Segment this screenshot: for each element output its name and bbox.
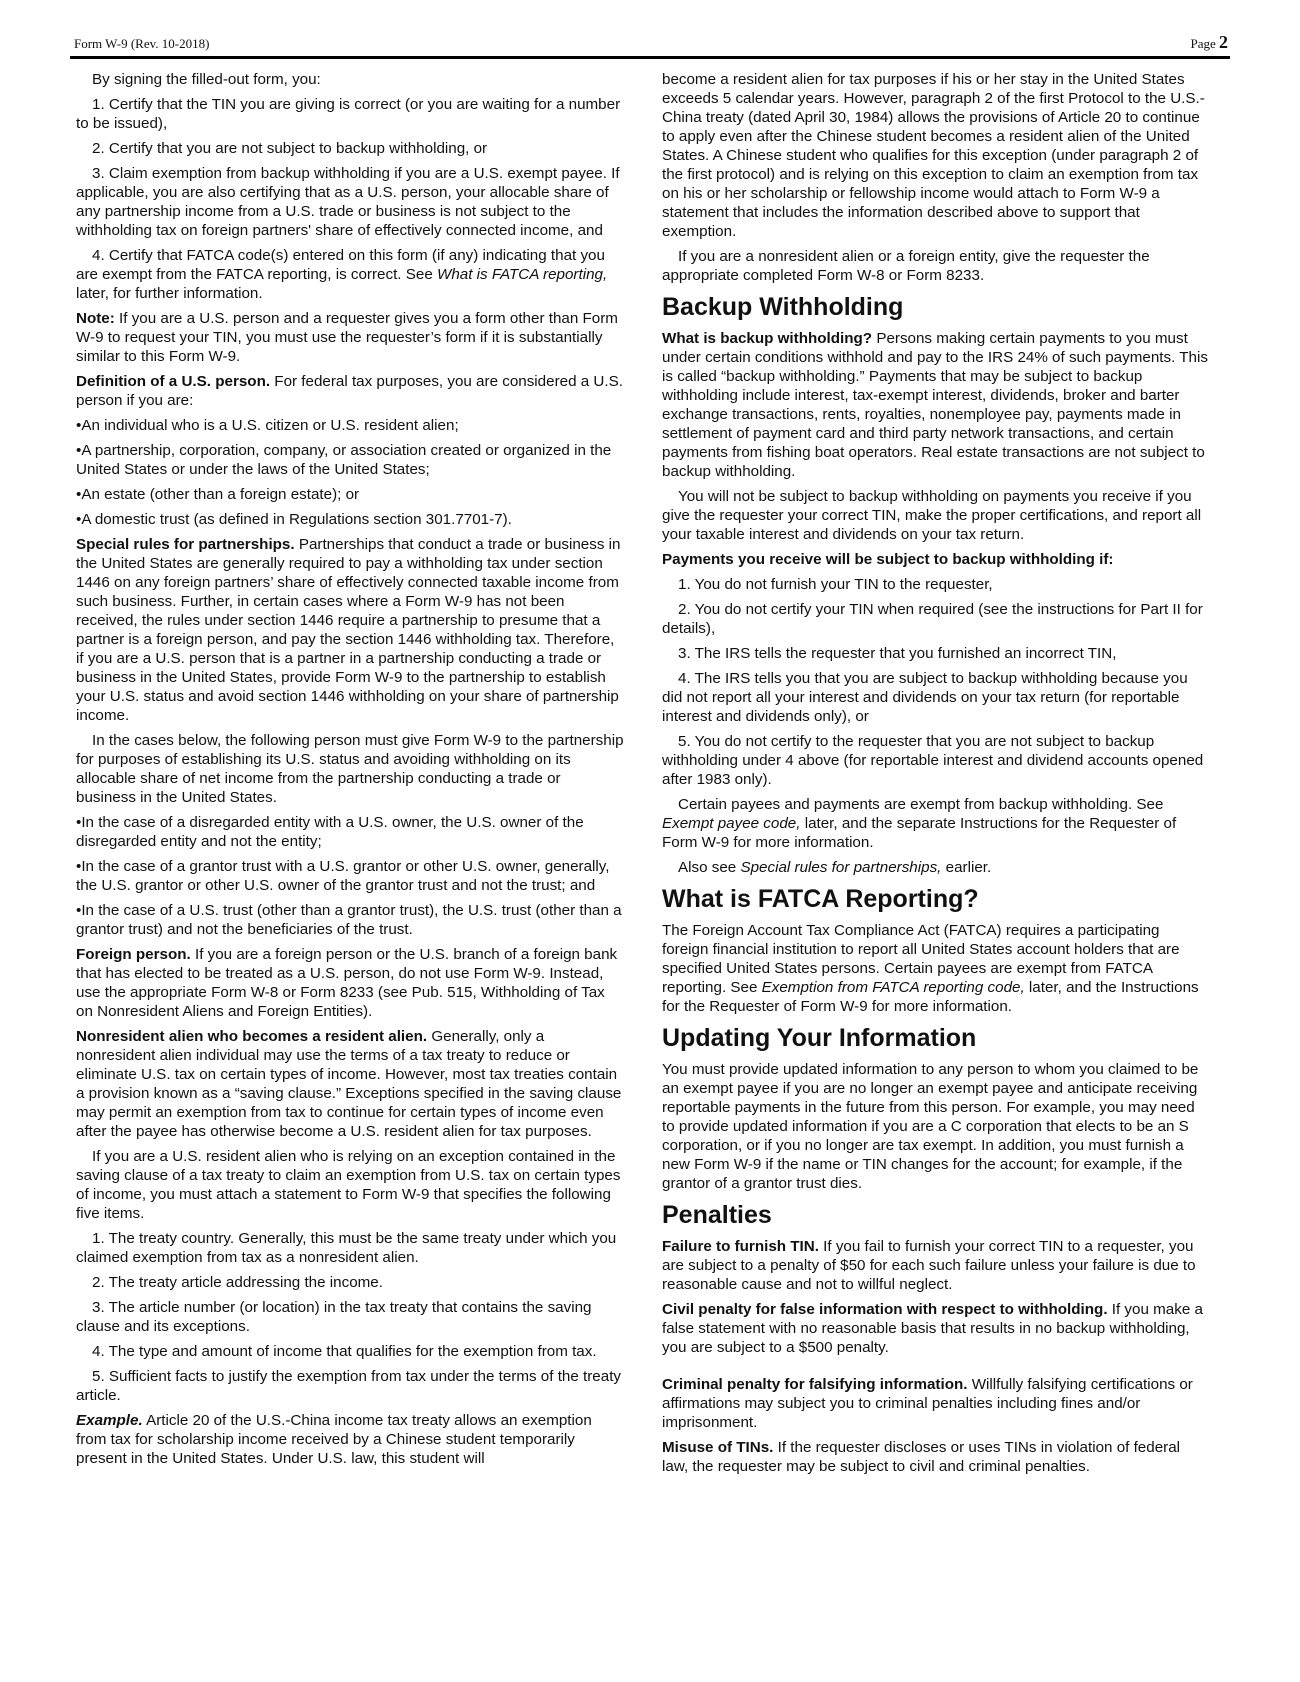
heading-penalties: Penalties <box>662 1201 772 1229</box>
paragraph: 1. Certify that the TIN you are giving is correct (or you are waiting for a number to be issued), <box>76 96 621 132</box>
paragraph: In the cases below, the following person must give Form W-9 to the partnership for purposes of establishing its U.S. status and avoiding withholding on its allocable share of net income from the partnership conducting a trade or business in the United States. <box>76 732 624 806</box>
list-item: 1. The treaty country. Generally, this must be the same treaty under which you claimed exemption from tax as a nonresident alien. <box>76 1230 617 1266</box>
paragraph: By signing the filled-out form, you: <box>92 71 321 88</box>
paragraph: If you are a U.S. resident alien who is relying on an exception contained in the saving clause of a tax treaty to claim an exemption from U.S. tax on certain types of income, you must attach a statement to Form W-9 that specifies the following five items. <box>76 1148 621 1222</box>
bullet-item: • An estate (other than a foreign estate); or <box>76 485 624 504</box>
bullet-item: • An individual who is a U.S. citizen or U.S. resident alien; <box>76 416 624 435</box>
example-paragraph: Example. Article 20 of the U.S.-China income tax treaty allows an exemption from tax for scholarship income received by a Chinese student temporarily present in the United States. Under U.S. law, this student will <box>76 1412 592 1467</box>
bullet-item: • In the case of a grantor trust with a U.S. grantor or other U.S. owner, generally, the U.S. grantor or other U.S. owner of the grantor trust and not the trust; and <box>76 857 624 895</box>
list-item: 4. The type and amount of income that qualifies for the exemption from tax. <box>92 1343 597 1360</box>
list-item: 1. You do not furnish your TIN to the requester, <box>678 576 993 593</box>
paragraph: Failure to furnish TIN. If you fail to furnish your correct TIN to a requester, you are subject to a penalty of $50 for each such failure unless your failure is due to reasonable cause and not to willful neglect. <box>662 1238 1196 1293</box>
bullet-item: • In the case of a U.S. trust (other than a grantor trust), the U.S. trust (other than a grantor trust) and not the beneficiaries of the trust. <box>76 901 624 939</box>
page-indicator: Page 2 <box>1190 32 1228 52</box>
nonresident-paragraph: Nonresident alien who becomes a resident alien. Generally, only a nonresident alien individual may use the terms of a tax treaty to reduce or eliminate U.S. tax on certain types of income. However, most tax treaties contain a provision known as a “saving clause.” Exceptions specified in the saving clause may permit an exemption from tax to continue for certain types of income even after the payee has otherwise become a U.S. resident alien for tax purposes. <box>76 1028 622 1140</box>
paragraph: Misuse of TINs. If the requester discloses or uses TINs in violation of federal law, the requester may be subject to civil and criminal penalties. <box>662 1439 1181 1475</box>
definition-paragraph: Definition of a U.S. person. For federal tax purposes, you are considered a U.S. person if you are: <box>76 373 623 409</box>
bullet-item: • A partnership, corporation, company, or association created or organized in the United States or under the laws of the United States; <box>76 441 624 479</box>
paragraph: You will not be subject to backup withholding on payments you receive if you give the requester your correct TIN, make the proper certifications, and report all your taxable interest and dividends on your tax return. <box>662 488 1202 543</box>
paragraph: If you are a nonresident alien or a foreign entity, give the requester the appropriate completed Form W-8 or Form 8233. <box>662 248 1150 284</box>
list-item: 2. You do not certify your TIN when required (see the instructions for Part II for details), <box>662 601 1203 637</box>
paragraph: 2. Certify that you are not subject to backup withholding, or <box>92 140 488 157</box>
right-column <box>662 70 1210 1482</box>
paragraph: Certain payees and payments are exempt from backup withholding. See Exempt payee code, later, and the separate Instructions for the Requester of Form W-9 for more information. <box>662 796 1177 851</box>
list-item: 2. The treaty article addressing the income. <box>92 1274 383 1291</box>
note-paragraph: Note: If you are a U.S. person and a requester gives you a form other than Form W-9 to request your TIN, you must use the requester’s form if it is substantially similar to this Form W-9. <box>76 310 618 365</box>
paragraph: The Foreign Account Tax Compliance Act (FATCA) requires a participating foreign financial institution to report all United States account holders that are specified United States persons. Certain payees are exempt from FATCA reporting. See Exemption from FATCA reporting code, later, and the Instructions for the Requester of Form W-9 for more information. <box>662 922 1199 1015</box>
bullet-item: • A domestic trust (as defined in Regulations section 301.7701-7). <box>76 510 624 529</box>
list-item: 4. The IRS tells you that you are subject to backup withholding because you did not report all your interest and dividends on your tax return (for reportable interest and dividends only), or <box>662 670 1188 725</box>
paragraph: become a resident alien for tax purposes if his or her stay in the United States exceeds 5 calendar years. However, paragraph 2 of the first Protocol to the U.S.-China treaty (dated April 30, 1984) allows the provisions of Article 20 to continue to apply even after the Chinese student becomes a resident alien of the United States. A Chinese student who qualifies for this exception (under paragraph 2 of the first protocol) and is relying on this exception to claim an exemption from tax on his or her scholarship or fellowship income would attach to Form W-9 a statement that includes the information described above to support that exemption. <box>662 71 1205 240</box>
paragraph: Criminal penalty for falsifying information. Willfully falsifying certifications or affirmations may subject you to criminal penalties including fines and/or imprisonment. <box>662 1376 1193 1431</box>
paragraph: Also see Special rules for partnerships, earlier. <box>678 859 992 876</box>
paragraph: You must provide updated information to any person to whom you claimed to be an exempt payee if you are no longer an exempt payee and anticipate receiving reportable payments in the future from this person. For example, you may need to provide updated information if you are a C corporation that elects to be an S corporation, or if you no longer are tax exempt. In addition, you must furnish a new Form W-9 if the name or TIN changes for the account; for example, if the grantor of a grantor trust dies. <box>662 1061 1199 1192</box>
heading-backup-withholding: Backup Withholding <box>662 293 904 321</box>
list-item: 5. You do not certify to the requester that you are not subject to backup withholding under 4 above (for reportable interest and dividend accounts opened after 1983 only). <box>662 733 1204 788</box>
list-item: 5. Sufficient facts to justify the exemption from tax under the terms of the treaty article. <box>76 1368 622 1404</box>
paragraph: 3. Claim exemption from backup withholding if you are a U.S. exempt payee. If applicable, you are also certifying that as a U.S. person, your allocable share of any partnership income from a U.S. trade or business is not subject to the withholding tax on foreign partners' share of effectively connected income, and <box>76 165 620 239</box>
paragraph: What is backup withholding? Persons making certain payments to you must under certain conditions withhold and pay to the IRS 24% of such payments. This is called “backup withholding.” Payments that may be subject to backup withholding include interest, tax-exempt interest, dividends, broker and barter exchange transactions, rents, royalties, nonemployee pay, payments made in settlement of payment card and third party network transactions, and certain payments from fishing boat operators. Real estate transactions are not subject to backup withholding. <box>662 330 1208 480</box>
list-item: 3. The IRS tells the requester that you furnished an incorrect TIN, <box>678 645 1117 662</box>
page-header <box>70 32 1230 59</box>
list-item: 3. The article number (or location) in the tax treaty that contains the saving clause and its exceptions. <box>76 1299 592 1335</box>
paragraph: Civil penalty for false information with respect to withholding. If you make a false statement with no reasonable basis that results in no backup withholding, you are subject to a $500 penalty. <box>662 1301 1203 1356</box>
form-label: Form W-9 (Rev. 10-2018) <box>74 36 210 51</box>
page-number: 2 <box>1219 32 1228 52</box>
paragraph: 4. Certify that FATCA code(s) entered on this form (if any) indicating that you are exempt from the FATCA reporting, is correct. See What is FATCA reporting, later, for further information. <box>76 247 608 302</box>
heading-updating: Updating Your Information <box>662 1024 977 1052</box>
special-rules-paragraph: Special rules for partnerships. Partnerships that conduct a trade or business in the United States are generally required to pay a withholding tax under section 1446 on any foreign partners’ share of effectively connected taxable income from such business. Further, in certain cases where a Form W-9 has not been received, the rules under section 1446 require a partnership to presume that a partner is a foreign person, and pay the section 1446 withholding tax. Therefore, if you are a U.S. person that is a partner in a partnership conducting a trade or business in the United States, provide Form W-9 to the partnership to establish your U.S. status and avoid section 1446 withholding on your share of partnership income. <box>76 536 621 724</box>
foreign-person-paragraph: Foreign person. If you are a foreign person or the U.S. branch of a foreign bank that has elected to be treated as a U.S. person, do not use Form W-9. Instead, use the appropriate Form W-8 or Form 8233 (see Pub. 515, Withholding of Tax on Nonresident Aliens and Foreign Entities). <box>76 946 618 1020</box>
subheading: Payments you receive will be subject to backup withholding if: <box>662 551 1114 568</box>
heading-fatca: What is FATCA Reporting? <box>662 885 979 913</box>
bullet-item: • In the case of a disregarded entity with a U.S. owner, the U.S. owner of the disregarded entity and not the entity; <box>76 813 624 851</box>
left-column <box>76 70 624 1474</box>
